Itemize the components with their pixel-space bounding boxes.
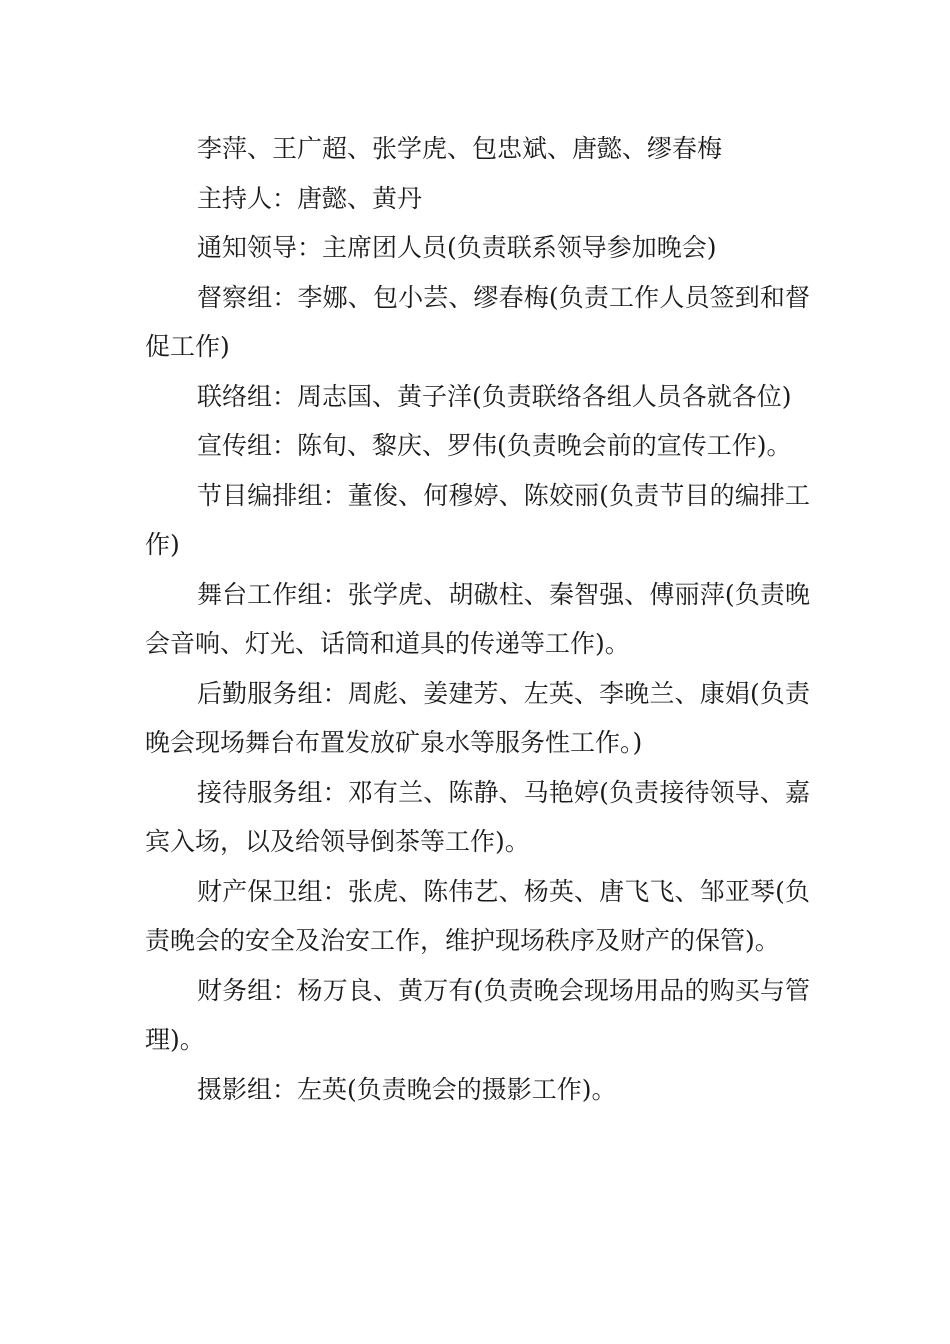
paragraph-security-group: 财产保卫组：张虎、陈伟艺、杨英、唐飞飞、邹亚琴(负责晚会的安全及治安工作，维护现场秩序及财产的保管)。 xyxy=(145,876,810,955)
paragraph-hosts: 主持人：唐懿、黄丹 xyxy=(197,183,423,213)
paragraph-liaison-group: 联络组：周志国、黄子洋(负责联络各组人员各就各位) xyxy=(197,381,792,411)
paragraph-stage-group: 舞台工作组：张学虎、胡磝柱、秦智强、傅丽萍(负责晚会音响、灯光、话筒和道具的传递等工作)。 xyxy=(145,579,810,658)
paragraph-publicity-group: 宣传组：陈旬、黎庆、罗伟(负责晚会前的宣传工作)。 xyxy=(197,431,792,460)
paragraph-program-group: 节目编排组：董俊、何穆婷、陈姣丽(负责节目的编排工作) xyxy=(145,480,810,559)
paragraph-finance-group: 财务组：杨万良、黄万有(负责晚会现场用品的购买与管理)。 xyxy=(145,975,810,1054)
document-body xyxy=(145,124,810,1114)
paragraph-photography-group: 摄影组：左英(负责晚会的摄影工作)。 xyxy=(197,1074,617,1104)
paragraph-supervision-group: 督察组：李娜、包小芸、缪春梅(负责工作人员签到和督促工作) xyxy=(145,282,810,361)
paragraph-members: 李萍、王广超、张学虎、包忠斌、唐懿、缪春梅 xyxy=(197,134,723,163)
paragraph-logistics-group: 后勤服务组：周彪、姜建芳、左英、李晚兰、康娟(负责晚会现场舞台布置发放矿泉水等服务性工作。) xyxy=(145,678,810,757)
paragraph-reception-group: 接待服务组：邓有兰、陈静、马艳婷(负责接待领导、嘉宾入场，以及给领导倒茶等工作)。 xyxy=(145,777,810,856)
paragraph-notify-leaders: 通知领导：主席团人员(负责联系领导参加晚会) xyxy=(197,233,717,262)
